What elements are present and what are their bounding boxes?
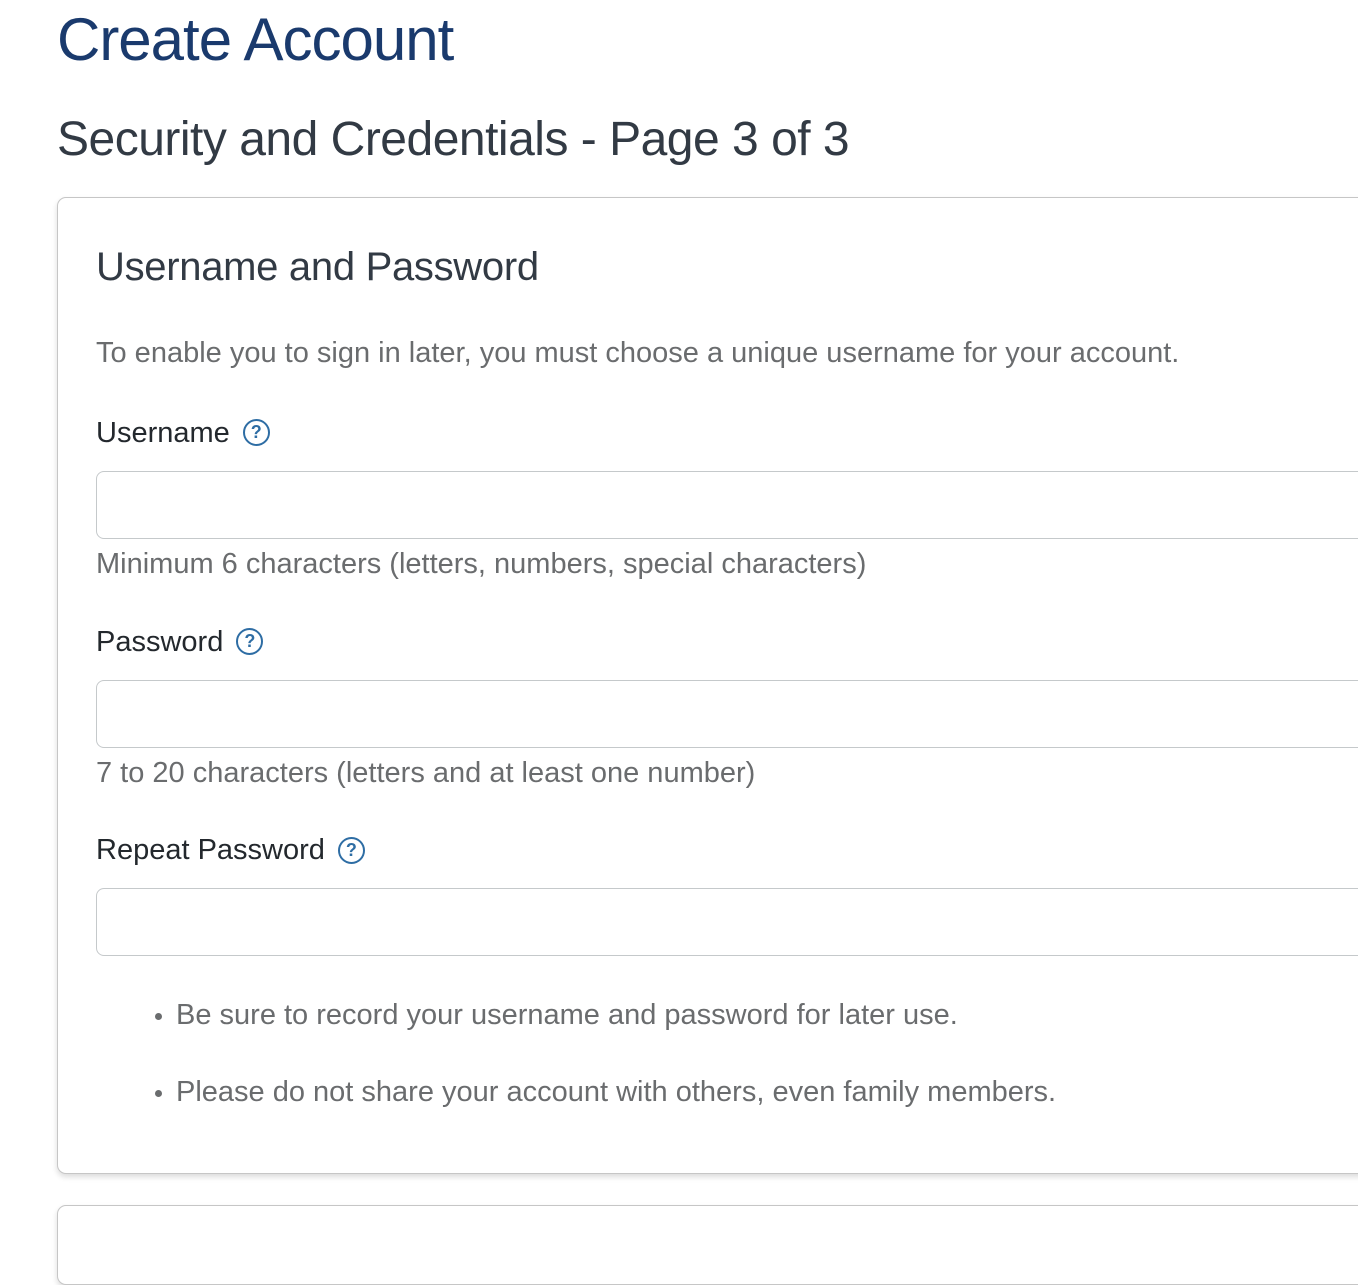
repeat-password-input[interactable]: [96, 888, 1358, 956]
intro-text: To enable you to sign in later, you must choose a unique username for your account.: [96, 337, 1180, 370]
page-title: Create Account: [57, 6, 454, 73]
repeat-password-label-row: [96, 833, 1358, 867]
username-password-card: [57, 197, 1358, 1174]
password-hint: 7 to 20 characters (letters and at least one number): [96, 756, 756, 789]
repeat-password-label: Repeat Password: [96, 834, 325, 867]
username-field-group: [96, 416, 1358, 581]
section-heading: Username and Password: [96, 245, 539, 290]
password-label: Password: [96, 625, 224, 658]
password-label-row: [96, 625, 1358, 659]
notes-list: [96, 999, 1358, 1109]
next-section-card: [57, 1205, 1358, 1285]
repeat-password-help-icon[interactable]: ?: [338, 837, 365, 864]
note-item-record-credentials: • Be sure to record your username and password for later use.: [176, 999, 1358, 1032]
page-subtitle: Security and Credentials - Page 3 of 3: [57, 113, 850, 166]
username-hint: Minimum 6 characters (letters, numbers, special characters): [96, 547, 867, 580]
password-field-group: [96, 625, 1358, 790]
repeat-password-field-group: [96, 833, 1358, 956]
username-input[interactable]: [96, 471, 1358, 539]
username-label-row: [96, 416, 1358, 450]
username-label: Username: [96, 416, 230, 449]
password-help-icon[interactable]: ?: [236, 628, 263, 655]
username-help-icon[interactable]: ?: [243, 419, 270, 446]
note-item-do-not-share: • Please do not share your account with others, even family members.: [176, 1076, 1358, 1109]
password-input[interactable]: [96, 680, 1358, 748]
